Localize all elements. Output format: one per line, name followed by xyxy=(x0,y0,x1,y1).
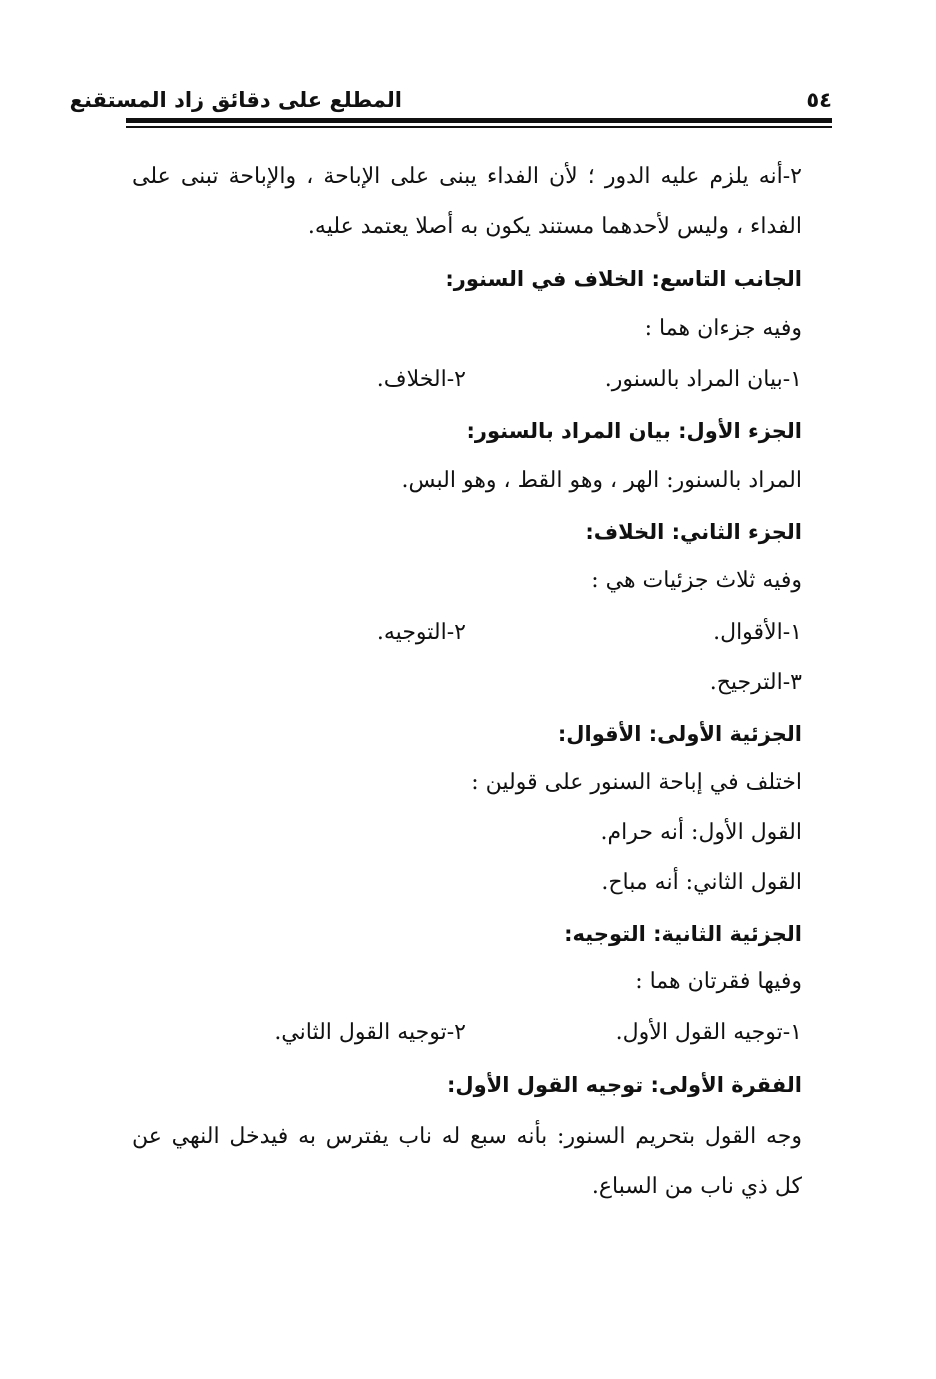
paragraph-line: الفداء ، وليس لأحدهما مستند يكون به أصلا يعتمد عليه. xyxy=(307,214,802,239)
header-rule-thin xyxy=(126,126,832,128)
section-heading: الفقرة الأولى: توجيه القول الأول: xyxy=(446,1073,802,1097)
list-item: ١-توجيه القول الأول. xyxy=(615,1020,802,1045)
paragraph-line: وفيه ثلاث جزئيات هي : xyxy=(591,568,802,593)
page-number: ٥٤ xyxy=(806,88,832,112)
paragraph-line: وفيها فقرتان هما : xyxy=(635,969,802,994)
list-item: ٣-الترجيح. xyxy=(709,670,802,695)
list-item: ١-بيان المراد بالسنور. xyxy=(604,367,802,392)
section-heading: الجزئية الثانية: التوجيه: xyxy=(564,922,802,946)
paragraph-line: ٢-أنه يلزم عليه الدور ؛ لأن الفداء يبنى على الإباحة ، والإباحة تبنى على xyxy=(132,164,802,189)
paragraph-line: القول الأول: أنه حرام. xyxy=(600,820,802,845)
paragraph-line: المراد بالسنور: الهر ، وهو القط ، وهو البس. xyxy=(401,468,802,493)
list-item: ٢-الخلاف. xyxy=(376,367,466,392)
paragraph-line: وفيه جزءان هما : xyxy=(644,316,802,341)
paragraph-line: وجه القول بتحريم السنور: بأنه سبع له ناب يفترس به فيدخل النهي عن xyxy=(132,1124,802,1149)
section-heading: الجزء الثاني: الخلاف: xyxy=(585,520,802,544)
section-heading: الجزء الأول: بيان المراد بالسنور: xyxy=(466,419,802,443)
section-heading: الجزئية الأولى: الأقوال: xyxy=(557,722,802,746)
running-header xyxy=(69,78,832,118)
section-heading: الجانب التاسع: الخلاف في السنور: xyxy=(445,267,802,291)
paragraph-line: القول الثاني: أنه مباح. xyxy=(601,870,802,895)
paragraph-line: كل ذي ناب من السباع. xyxy=(591,1174,802,1199)
paragraph-line: اختلف في إباحة السنور على قولين : xyxy=(471,770,802,795)
list-item: ٢-التوجيه. xyxy=(376,620,466,645)
list-item: ١-الأقوال. xyxy=(713,620,802,645)
book-title: المطلع على دقائق زاد المستقنع xyxy=(69,88,402,112)
header-rule-thick xyxy=(126,118,832,123)
list-item: ٢-توجيه القول الثاني. xyxy=(274,1020,466,1045)
